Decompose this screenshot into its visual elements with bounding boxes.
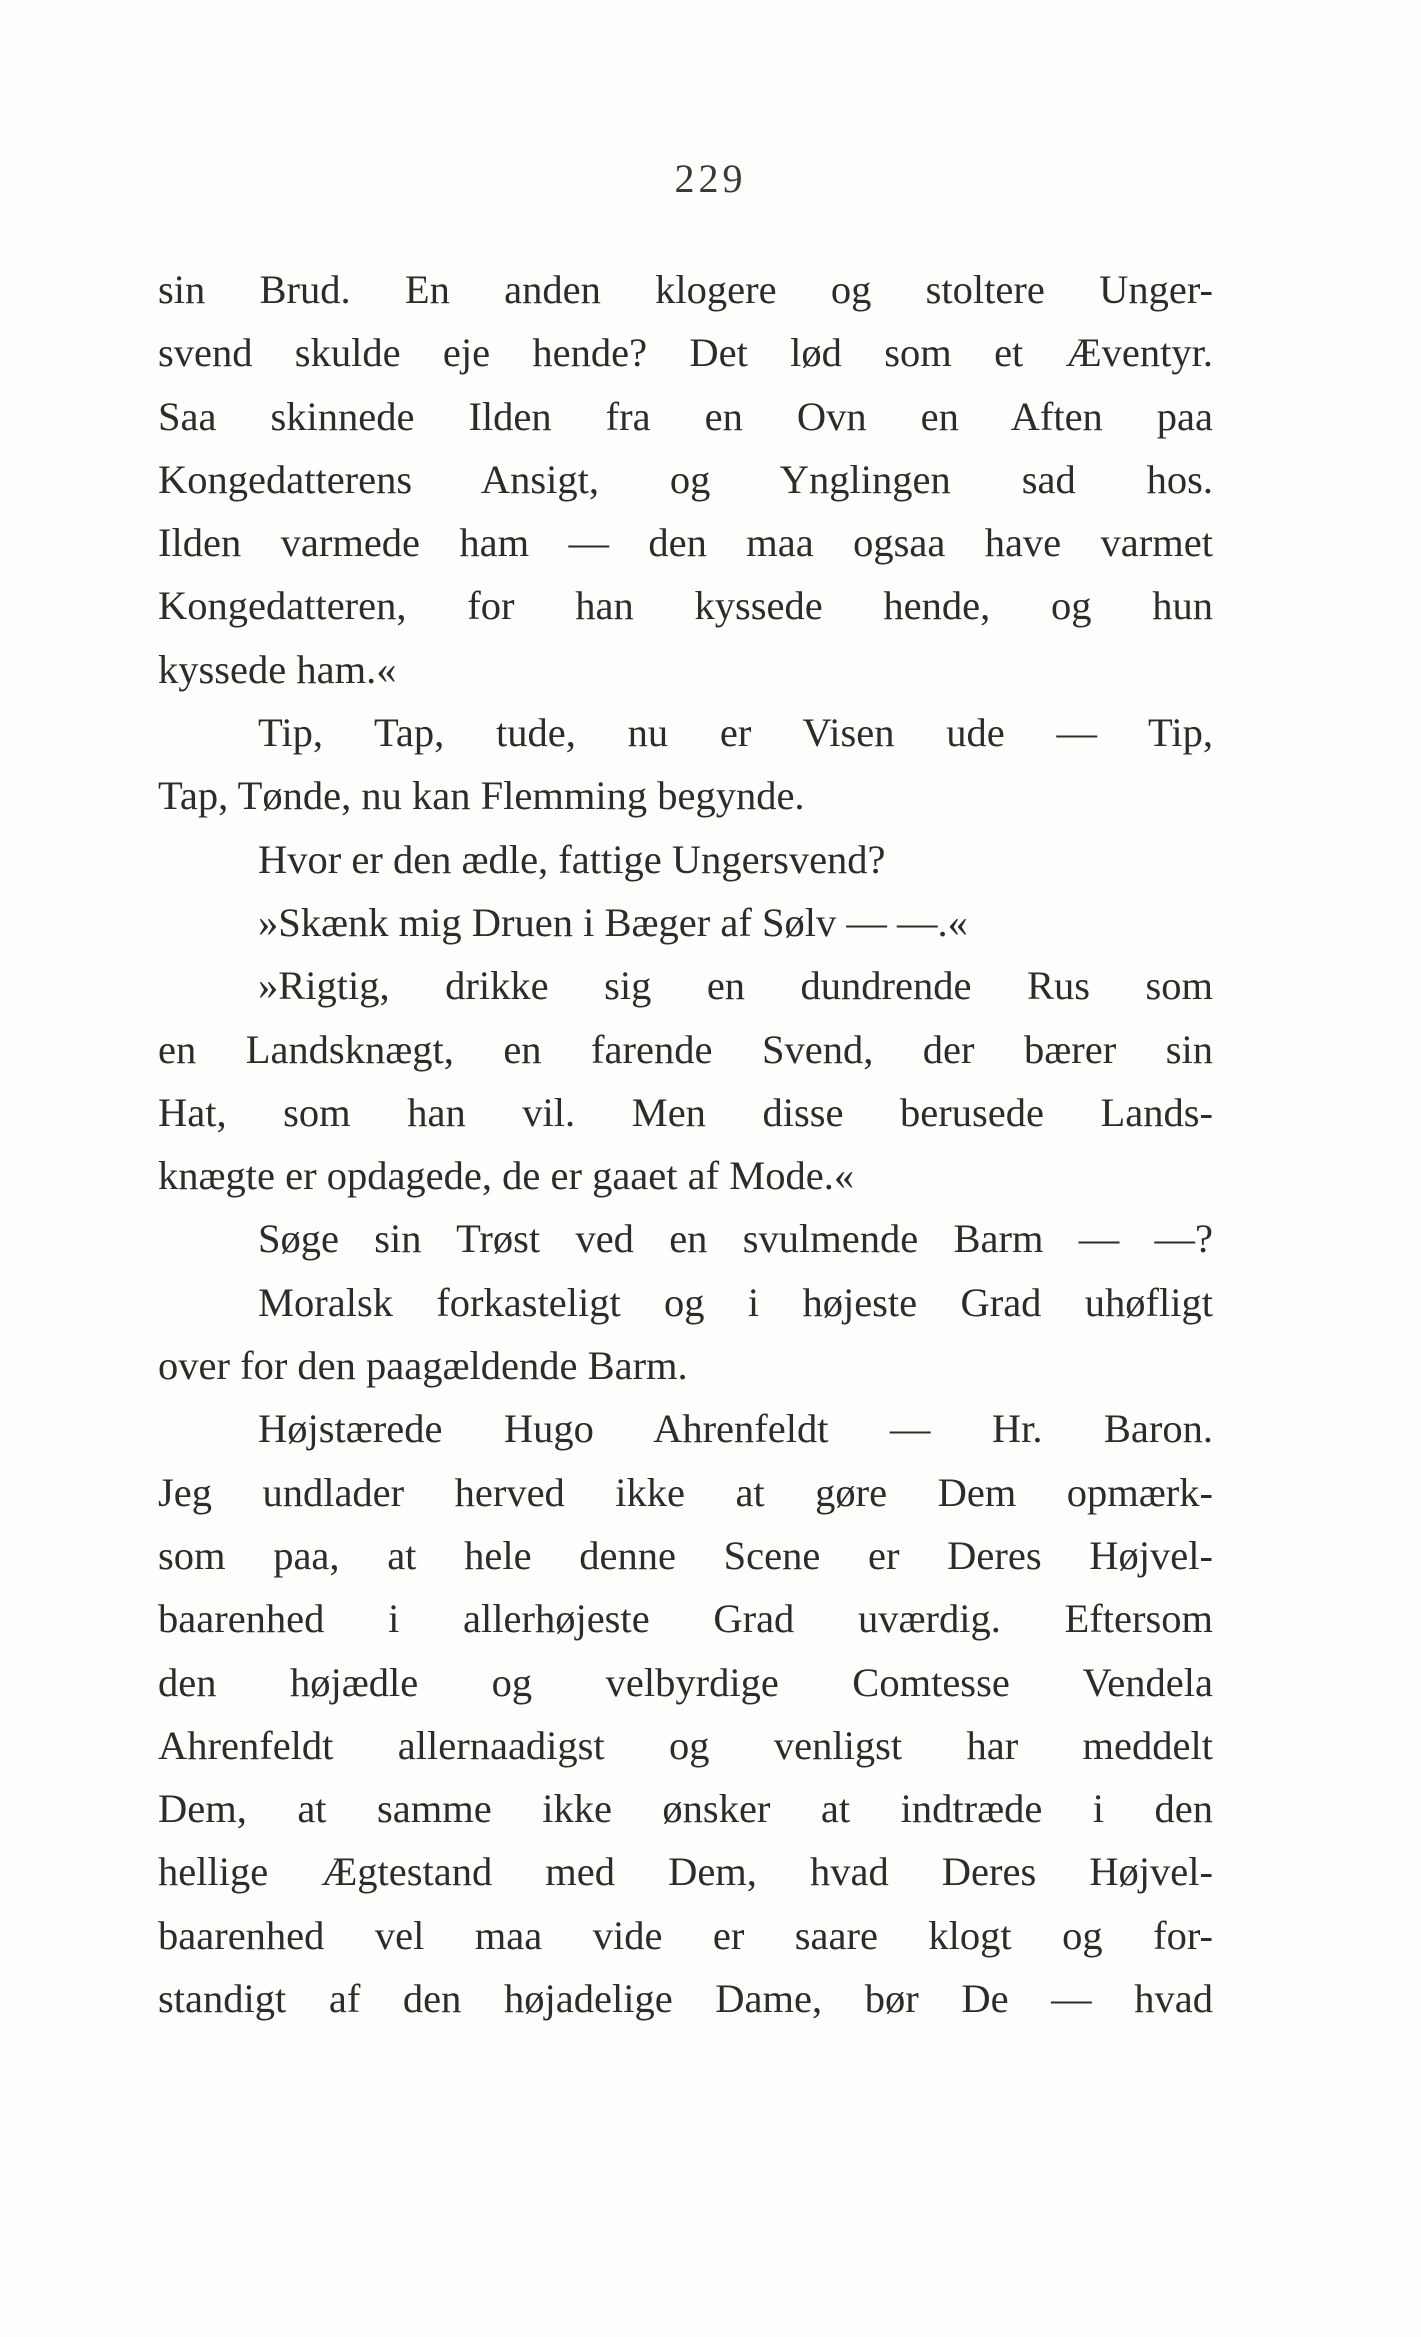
- body-text: [158, 258, 1213, 2030]
- text-line: baarenhed i allerhøjeste Grad uværdig. Eftersom: [158, 1596, 1213, 1642]
- text-line: den højædle og velbyrdige Comtesse Vendela: [158, 1659, 1213, 1705]
- text-line: Dem, at samme ikke ønsker at indtræde i den: [158, 1786, 1213, 1832]
- text-line: Højstærede Hugo Ahrenfeldt — Hr. Baron.: [258, 1406, 1213, 1452]
- text-line: Søge sin Trøst ved en svulmende Barm — —?: [258, 1216, 1213, 1262]
- text-line: kyssede ham.«: [158, 646, 397, 692]
- text-line: hellige Ægtestand med Dem, hvad Deres Højvel-: [158, 1849, 1213, 1895]
- text-line: Ilden varmede ham — den maa ogsaa have varmet: [158, 520, 1213, 566]
- text-line: knægte er opdagede, de er gaaet af Mode.«: [158, 1153, 855, 1199]
- text-line: Kongedatterens Ansigt, og Ynglingen sad hos.: [158, 456, 1213, 502]
- text-line: som paa, at hele denne Scene er Deres Højvel-: [158, 1532, 1213, 1578]
- text-line: Kongedatteren, for han kyssede hende, og hun: [158, 583, 1213, 629]
- text-line: Jeg undlader herved ikke at gøre Dem opmærk-: [158, 1469, 1213, 1515]
- text-line: sin Brud. En anden klogere og stoltere Unger-: [158, 267, 1213, 312]
- text-line: Ahrenfeldt allernaadigst og venligst har meddelt: [158, 1722, 1213, 1768]
- text-line: »Skænk mig Druen i Bæger af Sølv — —.«: [258, 899, 968, 945]
- text-line: Moralsk forkasteligt og i højeste Grad uhøfligt: [258, 1279, 1213, 1325]
- text-line: svend skulde eje hende? Det lød som et Æventyr.: [158, 330, 1213, 376]
- text-line: Hat, som han vil. Men disse berusede Lands-: [158, 1089, 1213, 1135]
- text-line: standigt af den højadelige Dame, bør De — hvad: [158, 1976, 1213, 2022]
- text-line: »Rigtig, drikke sig en dundrende Rus som: [258, 963, 1213, 1009]
- text-line: Tap, Tønde, nu kan Flemming begynde.: [158, 773, 805, 819]
- text-line: over for den paagældende Barm.: [158, 1343, 688, 1389]
- text-line: baarenhed vel maa vide er saare klogt og for-: [158, 1912, 1213, 1958]
- text-line: Tip, Tap, tude, nu er Visen ude — Tip,: [258, 710, 1213, 756]
- text-line: en Landsknægt, en farende Svend, der bærer sin: [158, 1026, 1213, 1072]
- text-line: Hvor er den ædle, fattige Ungersvend?: [258, 836, 886, 882]
- text-line: Saa skinnede Ilden fra en Ovn en Aften paa: [158, 393, 1213, 439]
- page-number: 229: [674, 156, 747, 201]
